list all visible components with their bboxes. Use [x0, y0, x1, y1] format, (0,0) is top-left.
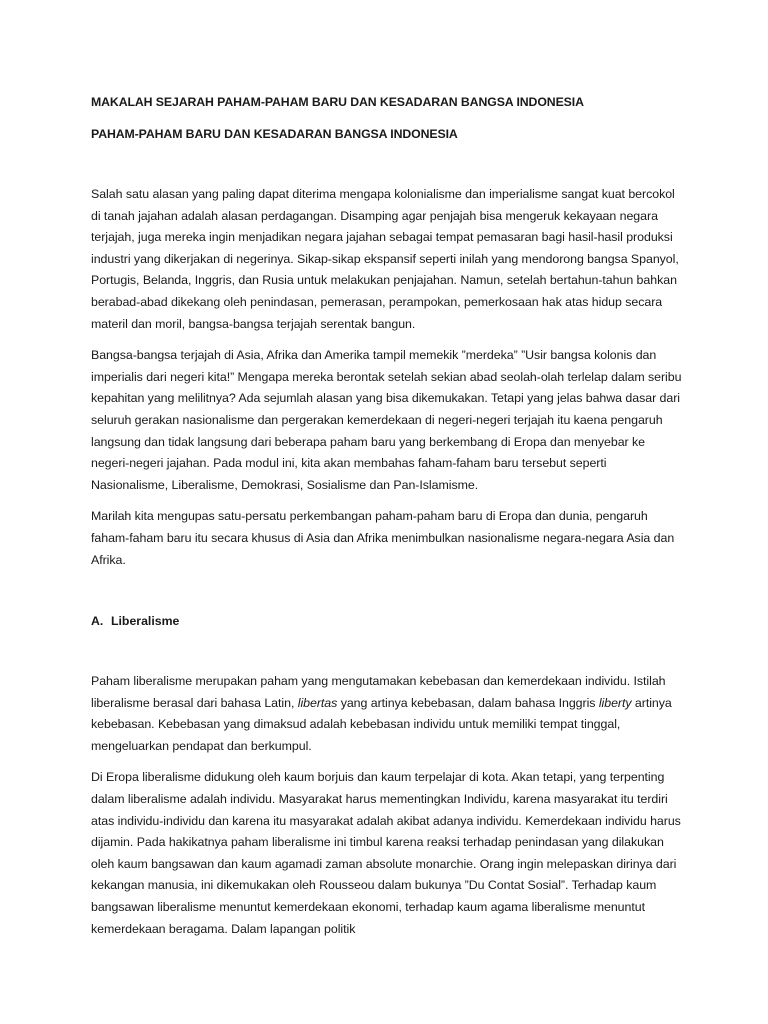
- document-subtitle: PAHAM-PAHAM BARU DAN KESADARAN BANGSA INDONESIA: [91, 127, 458, 141]
- intro-paragraph-3: Marilah kita mengupas satu-persatu perkembangan paham-paham baru di Eropa dan dunia, pengaruh faham-faham baru itu secara khusus di Asia dan Afrika menimbulkan nasionalisme negara-negara Asia dan Afrika.: [91, 509, 675, 567]
- italic-term-libertas: libertas: [297, 695, 338, 710]
- document-title: MAKALAH SEJARAH PAHAM-PAHAM BARU DAN KESADARAN BANGSA INDONESIA: [91, 95, 584, 109]
- text-run: artinya kebebasan. Kebebasan yang dimaksud adalah kebebasan individu untuk memiliki tempat tinggal, mengeluarkan pendapat dan berkumpul.: [91, 695, 672, 753]
- liberalisme-paragraph-2: Di Eropa liberalisme didukung oleh kaum borjuis dan kaum terpelajar di kota. Akan tetapi, yang terpenting dalam liberalisme adalah individu. Masyarakat harus mementingkan Individu, karena masyarakat itu terdiri atas individu-individu dan karena itu masyarakat adalah akibat adanya individu. Kemerdekaan individu harus dijamin. Pada hakikatnya paham liberalisme ini timbul karena reaksi terhadap penindasan yang dilakukan oleh kaum bangsawan dan kaum agamadi zaman absolute monarchie. Orang ingin melepaskan dirinya dari kekangan manusia, ini dikemukakan oleh Rousseou dalam bukunya ”Du Contat Sosial”. Terhadap kaum bangsawan liberalisme menuntut kemerdekaan ekonomi, terhadap kaum agama liberalisme menuntut kemerdekaan beragama. Dalam lapangan politik: [91, 770, 681, 936]
- liberalisme-paragraph-1: [91, 671, 683, 757]
- section-heading-liberalisme: [91, 612, 683, 630]
- intro-paragraph-2: Bangsa-bangsa terjajah di Asia, Afrika dan Amerika tampil memekik ”merdeka” ”Usir bangsa kolonis dan imperialis dari negeri kita!” Mengapa mereka berontak setelah sekian abad seolah-olah terlelap dalam seribu kepahitan yang melilitnya? Ada sejumlah alasan yang bisa dikemukakan. Tetapi yang jelas bahwa dasar dari seluruh gerakan nasionalisme dan pergerakan kemerdekaan di negeri-negeri terjajah itu kaena pengaruh langsung dan tidak langsung dari beberapa paham baru yang berkembang di Eropa dan menyebar ke negeri-negeri jajahan. Pada modul ini, kita akan membahas faham-faham baru tersebut seperti Nasionalisme, Liberalisme, Demokrasi, Sosialisme dan Pan-Islamisme.: [91, 348, 682, 492]
- text-run: yang artinya kebebasan, dalam bahasa Inggris: [337, 695, 599, 710]
- document-content: [91, 93, 683, 950]
- text-run: Paham liberalisme merupakan paham yang mengutamakan kebebasan dan kemerdekaan individu. Istilah liberalisme berasal dari bahasa Latin,: [91, 674, 666, 710]
- section-title: Liberalisme: [111, 614, 180, 629]
- italic-term-liberty: liberty: [598, 695, 632, 710]
- intro-paragraph-1: Salah satu alasan yang paling dapat diterima mengapa kolonialisme dan imperialisme sangat kuat bercokol di tanah jajahan adalah alasan perdagangan. Disamping agar penjajah bisa mengeruk kekayaan negara terjajah, juga mereka ingin menjadikan negara jajahan sebagai tempat pemasaran bagi hasil-hasil produksi industri yang dikerjakan di negerinya. Sikap-sikap ekspansif seperti inilah yang mendorong bangsa Spanyol, Portugis, Belanda, Inggris, dan Rusia untuk melakukan penjajahan. Namun, setelah bertahun-tahun bahkan berabad-abad dikekang oleh penindasan, pemerasan, perampokan, pemerkosaan hak atas hidup secara materil dan moril, bangsa-bangsa terjajah serentak bangun.: [91, 187, 679, 331]
- section-number: A.: [91, 614, 104, 629]
